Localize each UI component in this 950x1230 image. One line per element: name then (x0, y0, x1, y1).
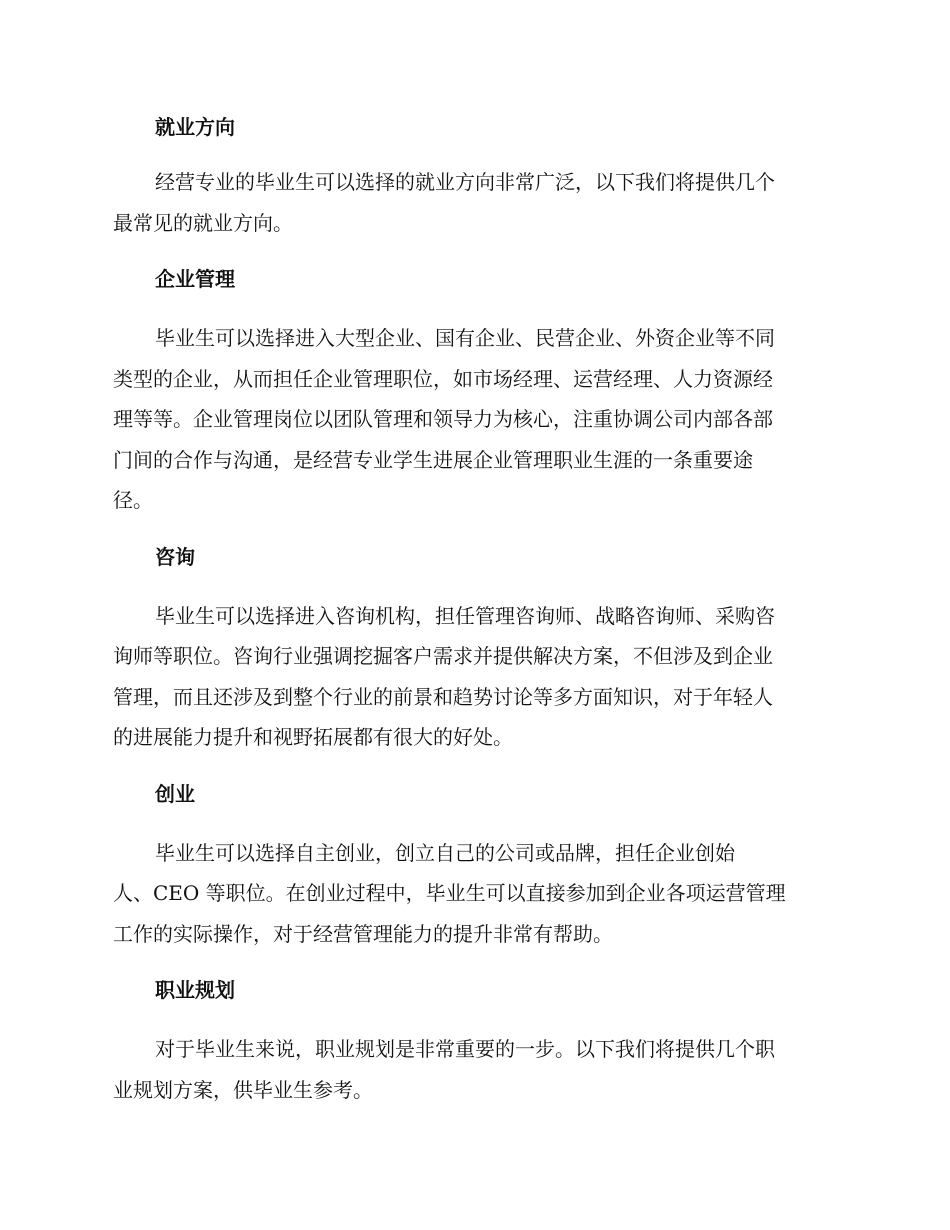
paragraph-line: 的进展能力提升和视野拓展都有很大的好处。 (113, 725, 513, 749)
paragraph-line: 类型的企业，从而担任企业管理职位，如市场经理、运营经理、人力资源经 (113, 366, 773, 391)
paragraph-line: 最常见的就业方向。 (113, 210, 293, 235)
paragraph-line: 径。 (113, 488, 153, 512)
paragraph-line: 对于毕业生来说，职业规划是非常重要的一步。以下我们将提供几个职 (155, 1037, 775, 1061)
paragraph-line: 毕业生可以选择自主创业，创立自己的公司或品牌，担任企业创始 (155, 840, 735, 865)
section-heading-career-planning: 职业规划 (155, 978, 235, 1002)
section-paragraph-consulting (113, 596, 837, 758)
section-paragraph-career-planning (113, 1029, 837, 1110)
paragraph-line: 询师等职位。咨询行业强调挖掘客户需求并提供解决方案，不但涉及到企业 (113, 644, 773, 668)
section-heading-enterprise-management: 企业管理 (155, 267, 235, 291)
paragraph-line: 管理，而且还涉及到整个行业的前景和趋势讨论等多方面知识，对于年轻人 (113, 684, 773, 709)
paragraph-line: 人、CEO 等职位。在创业过程中，毕业生可以直接参加到企业各项运营管理 (113, 881, 786, 905)
paragraph-line: 门间的合作与沟通，是经营专业学生进展企业管理职业生涯的一条重要途 (113, 447, 753, 472)
section-paragraph-enterprise-management (113, 318, 837, 521)
section-heading-employment-direction: 就业方向 (155, 115, 235, 139)
paragraph-line: 理等等。企业管理岗位以团队管理和领导力为核心，注重协调公司内部各部 (113, 407, 773, 431)
document-body (113, 108, 837, 1110)
paragraph-line: 毕业生可以选择进入大型企业、国有企业、民营企业、外资企业等不同 (155, 326, 775, 350)
section-paragraph-entrepreneurship (113, 833, 837, 955)
paragraph-line: 毕业生可以选择进入咨询机构，担任管理咨询师、战略咨询师、采购咨 (155, 603, 775, 628)
section-heading-entrepreneurship: 创业 (155, 781, 195, 806)
section-paragraph-employment-direction (113, 162, 837, 243)
paragraph-line: 业规划方案，供毕业生参考。 (113, 1077, 373, 1102)
paragraph-line: 经营专业的毕业生可以选择的就业方向非常广泛，以下我们将提供几个 (155, 170, 775, 194)
paragraph-line: 工作的实际操作，对于经营管理能力的提升非常有帮助。 (113, 921, 613, 946)
section-heading-consulting: 咨询 (155, 544, 195, 569)
